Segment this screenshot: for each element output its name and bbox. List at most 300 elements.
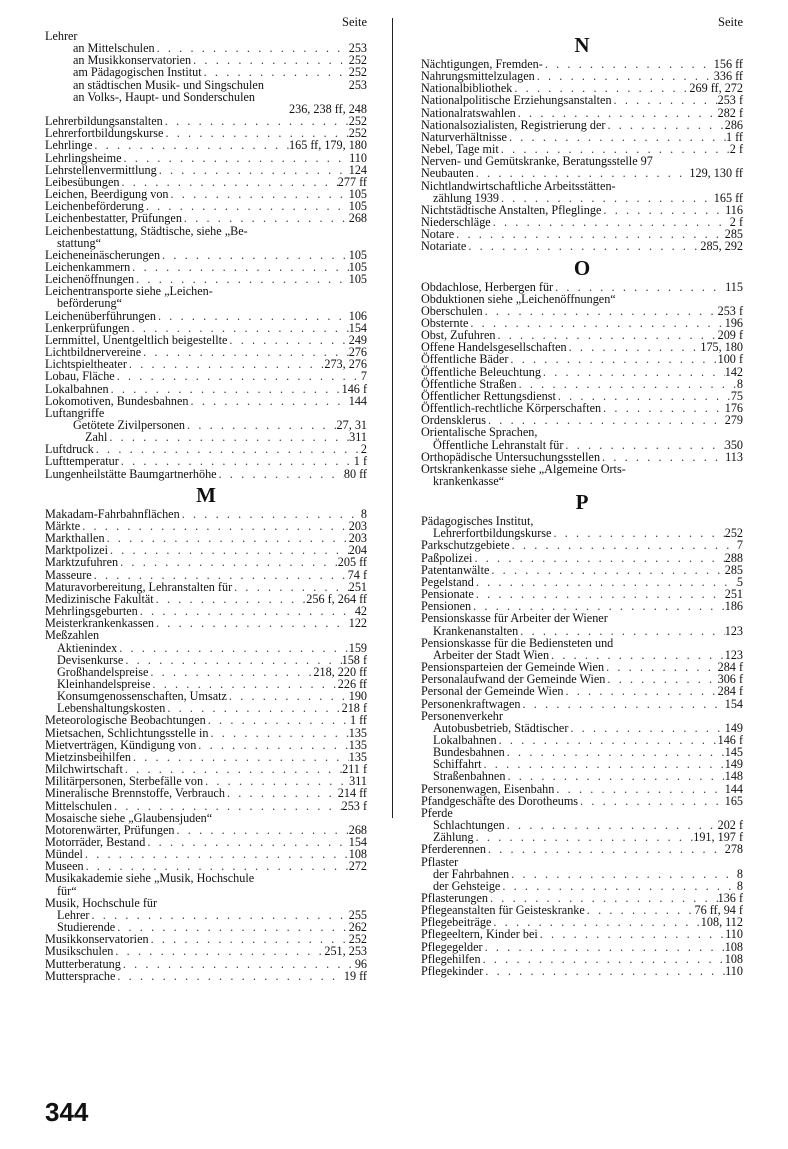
entry-page-ref: 110 (725, 963, 743, 978)
entry-term: Lenkerprüfungen (45, 320, 130, 335)
entry-term: Pflegehilfen (421, 951, 481, 966)
entry-term: Nationalpolitische Erziehungsanstalten (421, 93, 612, 108)
entry-term: Lokomotiven, Bundesbahnen (45, 393, 189, 408)
entry-term: Schiffahrt (433, 757, 482, 772)
dot-leader (115, 370, 361, 382)
entry-page-ref: 136 f (717, 891, 743, 905)
entry-page-ref: 285 (724, 227, 743, 242)
index-entry (45, 225, 367, 237)
entry-page-ref: 8 (736, 866, 743, 881)
entry-page-ref: 145 (724, 745, 743, 760)
entry-term: Leichenbeförderung (45, 199, 144, 214)
entry-page-ref: 285 (724, 562, 743, 577)
dot-leader (163, 115, 349, 127)
entry-page-ref: 256 f, 264 ff (306, 591, 367, 606)
dot-leader (500, 880, 737, 892)
entry-term: Pensionskasse für die Bediensteten und (421, 635, 614, 650)
entry-term: Lobau, Fläche (45, 369, 115, 384)
dot-leader (497, 734, 718, 746)
index-list-right (421, 33, 743, 977)
index-entry (421, 439, 743, 451)
dot-leader (541, 366, 725, 378)
entry-term: Krankenanstalten (433, 623, 519, 638)
entry-page-ref: 74 f (347, 567, 367, 582)
entry-page-ref: 272 (348, 859, 367, 874)
page-number: 344 (45, 1097, 89, 1127)
dot-leader (112, 800, 342, 812)
entry-page-ref: 96 (354, 956, 367, 971)
entry-term: Pädagogisches Institut, (421, 514, 534, 529)
index-entry (421, 240, 743, 252)
index-entry (421, 281, 743, 293)
dot-leader (117, 642, 348, 654)
entry-term: Pferderennen (421, 842, 486, 857)
entry-term: Marktpolizei (45, 543, 108, 558)
entry-page-ref: 123 (724, 623, 743, 638)
entry-term: Mündel (45, 847, 83, 862)
entry-term: Pflegekinder (421, 963, 484, 978)
entry-term: Lernmittel, Unentgeltlich beigestellte (45, 332, 228, 347)
entry-page-ref: 186 (724, 599, 743, 614)
entry-page-ref: 27, 31 (336, 418, 367, 432)
entry-term: Personenwagen, Eisenbahn (421, 781, 555, 796)
entry-term: Meteorologische Beobachtungen (45, 713, 206, 728)
entry-page-ref: 129, 130 ff (689, 166, 743, 181)
index-entry (45, 714, 367, 726)
dot-leader (174, 824, 348, 836)
index-list-left (45, 30, 367, 982)
entry-page-ref: 251 (348, 579, 367, 594)
entry-term: Motorenwärter, Prüfungen (45, 822, 175, 837)
dot-leader (109, 383, 342, 395)
index-entry (421, 843, 743, 855)
entry-page-ref: 156 ff (713, 57, 743, 71)
entry-page-ref: 288 (724, 550, 743, 565)
entry-page-ref: 252 (348, 126, 367, 141)
index-entry (421, 216, 743, 228)
dot-leader (145, 836, 348, 848)
entry-term: Leichenkammern (45, 259, 131, 274)
index-entry (45, 787, 367, 799)
entry-term: Pflegeanstalten für Geisteskranke (421, 903, 585, 918)
entry-page-ref: 106 (348, 308, 367, 323)
index-entry (45, 139, 367, 151)
index-entry (45, 885, 367, 897)
entry-term: krankenkasse“ (433, 474, 505, 488)
entry-term: Leichentransporte siehe „Leichen- (45, 284, 213, 299)
entry-term: Lichtbildnervereine (45, 345, 142, 360)
entry-page-ref: 5 (736, 574, 743, 589)
entry-term: Milchwirtschaft (45, 762, 123, 777)
index-entry (421, 710, 743, 722)
entry-term: Öffentliche Straßen (421, 376, 517, 391)
entry-page-ref: 205 ff (337, 555, 367, 570)
entry-term: Zahl (85, 430, 108, 445)
entry-page-ref: 218 f (341, 701, 367, 716)
dot-leader (472, 552, 724, 564)
entry-page-ref: 277 ff (337, 174, 367, 189)
entry-page-ref: 100 f (717, 352, 743, 367)
dot-leader (196, 739, 348, 751)
entry-term: Mehrlingsgeburten (45, 604, 138, 619)
dot-leader (468, 317, 724, 329)
entry-term: Mietsachen, Schlichtungsstelle in (45, 725, 209, 740)
index-entry (421, 94, 743, 106)
index-entry (45, 455, 367, 467)
entry-term: Nationalsozialisten, Registrierung der (421, 117, 606, 132)
entry-term: Nebel, Tage mit (421, 142, 499, 157)
entry-page-ref: 176 (724, 401, 743, 416)
entry-term: Patentanwälte (421, 562, 490, 577)
entry-term: Orthopädische Untersuchungsstellen (421, 449, 601, 464)
entry-term: Leibesübungen (45, 174, 120, 189)
entry-term: Autobusbetrieb, Städtischer (433, 720, 569, 735)
dot-leader (538, 928, 725, 940)
dot-leader (585, 904, 695, 916)
index-entry (45, 800, 367, 812)
index-entry (421, 228, 743, 240)
section-letter: P (575, 490, 589, 515)
entry-page-ref: 279 (724, 413, 743, 428)
entry-page-ref: 209 f (717, 328, 743, 343)
entry-term: Nerven- und Gemütskranke, Beratungsstelle 97 (421, 154, 653, 169)
entry-term: Niederschläge (421, 215, 491, 230)
entry-page-ref: 203 (348, 518, 367, 533)
entry-page-ref: 336 ff (713, 69, 743, 84)
index-entry (45, 468, 367, 480)
entry-term: Nationalratswahlen (421, 105, 516, 120)
dot-leader (115, 921, 349, 933)
index-entry (45, 945, 367, 957)
entry-term: Pferde (421, 805, 453, 820)
entry-page-ref: 278 (724, 842, 743, 857)
dot-leader (567, 341, 701, 353)
entry-term: Pensionsparteien der Gemeinde Wien (421, 660, 605, 675)
entry-term: Parkschutzgebiete (421, 538, 510, 553)
index-entry (45, 629, 367, 641)
dot-leader (535, 70, 714, 82)
entry-term: Lokalbahnen (45, 381, 109, 396)
entry-page-ref: 282 f (717, 105, 743, 120)
index-entry (421, 928, 743, 940)
entry-page-ref: 110 (349, 150, 367, 165)
entry-page-ref: 122 (348, 616, 367, 631)
entry-page-ref: 273, 276 (324, 357, 367, 372)
entry-page-ref: 311 (349, 430, 367, 445)
dot-leader (149, 933, 349, 945)
entry-term: Musik, Hochschule für (45, 895, 158, 910)
dot-leader (612, 94, 718, 106)
dot-leader (89, 909, 348, 921)
entry-term: Pfandgeschäfte des Dorotheums (421, 793, 579, 808)
index-entry (421, 475, 743, 487)
index-entry (45, 848, 367, 860)
dot-leader (474, 588, 725, 600)
entry-term: Pflegeeltern, Kinder bei (421, 927, 538, 942)
entry-term: Personal der Gemeinde Wien (421, 684, 564, 699)
index-entry (421, 552, 743, 564)
entry-page-ref: 159 (348, 640, 367, 655)
dot-leader (138, 605, 355, 617)
entry-page-ref: 7 (736, 538, 743, 553)
dot-leader (227, 334, 348, 346)
dot-leader (108, 544, 349, 556)
dot-leader (601, 204, 725, 216)
entry-page-ref: 42 (354, 604, 367, 619)
entry-page-ref: 249 (348, 332, 367, 347)
index-entry (45, 212, 367, 224)
dot-leader (107, 431, 349, 443)
entry-term: Öffentliche Beleuchtung (421, 364, 541, 379)
entry-term: Notariate (421, 239, 467, 254)
entry-page-ref: 149 (724, 757, 743, 772)
entry-page-ref: 253 f (717, 93, 743, 108)
entry-page-ref: 253 f (717, 303, 743, 318)
dot-leader (486, 843, 725, 855)
entry-page-ref: 252 (348, 114, 367, 129)
dot-leader (148, 666, 313, 678)
entry-term: Masseure (45, 567, 92, 582)
index-entry (421, 795, 743, 807)
entry-page-ref: 7 (360, 369, 367, 384)
entry-page-ref: 211 f (342, 762, 367, 777)
index-entry (421, 612, 743, 624)
entry-page-ref: 203 (348, 531, 367, 546)
entry-term: Offene Handelsgesellschaften (421, 340, 567, 355)
entry-term: Zählung (433, 830, 474, 845)
dot-leader (94, 443, 361, 455)
dot-leader (118, 556, 338, 568)
dot-leader (509, 868, 737, 880)
dot-leader (121, 958, 355, 970)
dot-leader (131, 751, 349, 763)
entry-page-ref: 2 (360, 442, 367, 457)
entry-term: für“ (57, 883, 77, 898)
dot-leader (115, 970, 343, 982)
section-letter: N (574, 33, 590, 57)
entry-page-ref: 311 (349, 774, 367, 789)
entry-term: Märkte (45, 518, 81, 533)
dot-leader (208, 727, 348, 739)
entry-term: Nationalbibliothek (421, 81, 513, 96)
entry-page-ref: 105 (348, 187, 367, 202)
entry-page-ref: 251, 253 (324, 944, 367, 959)
entry-term: Lungenheilstätte Baumgartnerhöhe (45, 466, 217, 481)
dot-leader (105, 532, 349, 544)
dot-leader (119, 455, 354, 467)
entry-page-ref: 105 (348, 247, 367, 262)
entry-term: beförderung“ (57, 296, 122, 311)
entry-page-ref: 2 f (729, 215, 743, 230)
entry-term: Motorräder, Bestand (45, 835, 146, 849)
entry-page-ref: 108 (724, 951, 743, 966)
index-entry (421, 965, 743, 977)
entry-term: Pensionate (421, 587, 474, 602)
dot-leader (191, 54, 349, 66)
entry-page-ref: 253 (348, 41, 367, 56)
entry-term: Nahrungsmittelzulagen (421, 69, 535, 84)
entry-term: Straßenbahnen (433, 769, 506, 784)
entry-term: Arbeiter der Stadt Wien (433, 647, 550, 662)
index-column-left (45, 14, 367, 982)
entry-term: Öffentlicher Rettungsdienst (421, 388, 556, 403)
entry-page-ref: 8 (360, 506, 367, 521)
entry-term: Aktienindex (57, 640, 118, 655)
index-entry (421, 167, 743, 179)
entry-term: Neubauten (421, 166, 474, 181)
entry-page-ref: 175, 180 (700, 340, 743, 355)
index-entry (421, 685, 743, 697)
index-entry (45, 310, 367, 322)
entry-term: Mietverträgen, Kündigung von (45, 737, 197, 752)
entry-page-ref: 202 f (717, 818, 743, 833)
dot-leader (466, 240, 700, 252)
entry-page-ref: 8 (736, 878, 743, 893)
dot-leader (481, 953, 725, 965)
dot-leader (123, 654, 341, 666)
index-entry (421, 353, 743, 365)
index-entry (421, 426, 743, 438)
entry-term: Markthallen (45, 531, 105, 546)
entry-page-ref: 236, 238 ff, 248 (289, 101, 367, 116)
dot-leader (543, 58, 714, 70)
entry-term: Getötete Zivilpersonen (73, 418, 186, 432)
dot-leader (516, 107, 718, 119)
entry-page-ref: 284 f (717, 660, 743, 675)
entry-page-ref: 268 (348, 211, 367, 226)
entry-term: Personenkraftwagen (421, 696, 521, 711)
entry-page-ref: 165 (724, 793, 743, 808)
entry-page-ref: 252 (724, 526, 743, 541)
entry-term: Museen (45, 859, 84, 874)
entry-page-ref: 204 (348, 543, 367, 558)
entry-page-ref: 165 ff (713, 190, 743, 205)
dot-leader (505, 746, 725, 758)
index-entry (45, 642, 367, 654)
entry-page-ref: 142 (724, 364, 743, 379)
entry-term: Mittelschulen (45, 798, 113, 813)
entry-term: Makadam-Fahrbahnflächen (45, 506, 180, 521)
dot-leader (80, 520, 349, 532)
dot-leader (127, 358, 324, 370)
entry-term: Pflegegelder (421, 939, 483, 954)
entry-page-ref: 306 f (717, 672, 743, 687)
index-entry (45, 383, 367, 395)
entry-page-ref: 123 (724, 647, 743, 662)
entry-page-ref: 268 (348, 822, 367, 837)
section-letter: M (196, 482, 216, 507)
entry-page-ref: 1 f (353, 454, 367, 469)
dot-leader (483, 305, 718, 317)
dot-leader (563, 439, 724, 451)
dot-leader (217, 468, 344, 480)
entry-term: Leichenbestattung, Städtische, siehe „Be- (45, 223, 248, 238)
entry-term: Studierende (57, 920, 116, 935)
entry-term: Pegelstand (421, 574, 474, 589)
dot-leader (113, 945, 324, 957)
entry-page-ref: 214 ff (337, 786, 367, 801)
entry-term: der Gehsteige (433, 878, 501, 893)
entry-page-ref: 252 (348, 53, 367, 68)
entry-term: stattung“ (57, 235, 102, 250)
index-entry (45, 897, 367, 909)
entry-page-ref: 124 (348, 162, 367, 177)
entry-term: Personenverkehr (421, 708, 503, 723)
index-entry (421, 305, 743, 317)
dot-leader (554, 783, 724, 795)
entry-term: Devisenkurse (57, 652, 124, 667)
entry-term: Lehrerfortbildungskurse (433, 526, 552, 541)
index-entry (45, 152, 367, 164)
entry-term: Lehrstellenvermittlung (45, 162, 157, 177)
dot-leader (551, 527, 724, 539)
dot-leader (474, 167, 690, 179)
entry-term: Marktzufuhren (45, 555, 119, 570)
entry-term: Paßpolizei (421, 550, 473, 565)
entry-term: Ordensklerus (421, 413, 486, 428)
entry-term: Orientalische Sprachen, (421, 425, 538, 440)
entry-page-ref: 165 ff, 179, 180 (289, 138, 367, 153)
entry-page-ref: 284 f (717, 684, 743, 699)
entry-term: Luftangriffe (45, 405, 105, 420)
entry-page-ref: 269 ff, 272 (689, 81, 743, 96)
entry-term: Pflasterungen (421, 891, 489, 905)
entry-term: Lebenshaltungskosten (57, 701, 166, 716)
entry-page-ref: 255 (348, 907, 367, 922)
dot-leader (483, 965, 725, 977)
dot-leader (474, 576, 737, 588)
entry-page-ref: 1 ff (349, 713, 367, 728)
entry-term: Personalaufwand der Gemeinde Wien (421, 672, 606, 687)
entry-page-ref: 154 (348, 835, 367, 849)
entry-term: Schlachtungen (433, 818, 505, 833)
entry-page-ref: 262 (348, 920, 367, 935)
entry-term: Kleinhandelspreise (57, 676, 151, 691)
entry-term: Großhandelspreise (57, 664, 149, 679)
entry-term: Lehrerfortbildungskurse (45, 126, 164, 141)
entry-page-ref: 110 (725, 927, 743, 942)
entry-page-ref: 116 (725, 202, 743, 217)
dot-leader (505, 819, 718, 831)
entry-term: Medizinische Fakultät (45, 591, 154, 606)
dot-leader (154, 617, 349, 629)
entry-page-ref: 154 (348, 320, 367, 335)
entry-term: Öffentlich-rechtliche Körperschaften (421, 401, 602, 416)
index-entry (421, 783, 743, 795)
dot-leader (605, 119, 724, 131)
entry-term: Musikkonservatorien (45, 932, 149, 947)
index-entry (45, 79, 367, 91)
index-entry (45, 654, 367, 666)
entry-term: Mineralische Brennstoffe, Verbrauch (45, 786, 225, 801)
entry-page-ref: 218, 220 ff (313, 664, 367, 679)
entry-term: an städtischen Musik- und Singschulen (73, 77, 264, 92)
entry-term: an Musikkonservatorien (73, 53, 192, 68)
index-entry (45, 958, 367, 970)
dot-leader (202, 66, 349, 78)
dot-leader (521, 698, 725, 710)
entry-page-ref: 113 (725, 449, 743, 464)
seite-header-left: Seite (342, 15, 367, 29)
entry-term: an Mittelschulen (73, 41, 155, 56)
entry-term: Maturavorbereitung, Lehranstalten für (45, 579, 233, 594)
entry-page-ref: 105 (348, 259, 367, 274)
entry-term: Lokalbahnen (433, 732, 497, 747)
entry-term: Lehrer (57, 907, 90, 922)
dot-leader (182, 212, 349, 224)
entry-term: Pensionen (421, 599, 472, 614)
entry-term: Obduktionen siehe „Leichenöffnungen“ (421, 291, 616, 306)
